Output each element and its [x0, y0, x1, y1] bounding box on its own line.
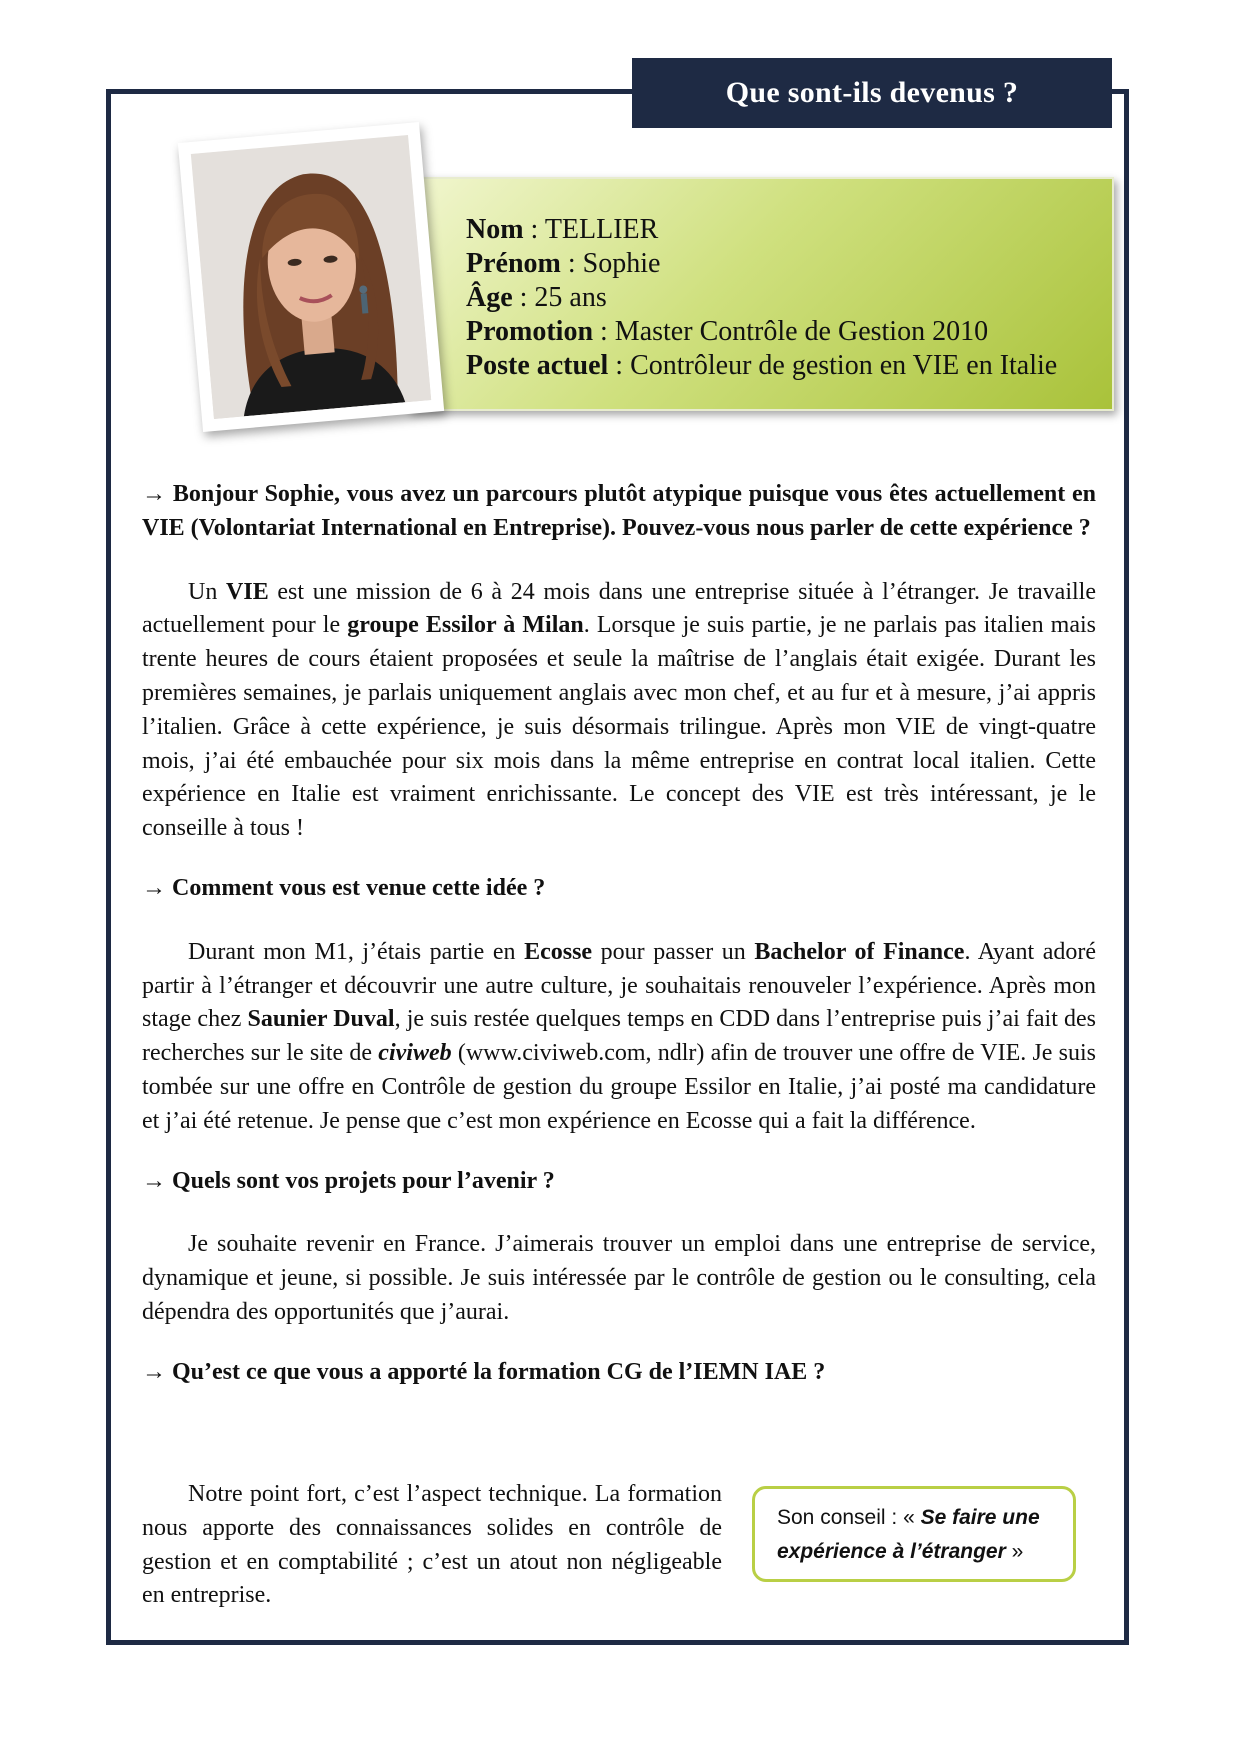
question-2-text: Comment vous est venue cette idée ?: [172, 874, 546, 901]
answer-2-bold: Bachelor of Finance: [754, 938, 965, 965]
profile-photo-frame: [178, 122, 444, 432]
section-banner: [632, 58, 1112, 128]
info-nom-value: : TELLIER: [523, 214, 659, 245]
answer-3: Je souhaite revenir en France. J’aimerais trouver un emploi dans une entreprise de service, dynamique et jeune, si possible. Je suis intéressée par le contrôle de gestion ou le consulting, cela dépendra des opportunités que j’aurai.: [142, 1231, 1096, 1325]
arrow-icon: →: [142, 1167, 166, 1194]
info-poste: [466, 349, 1057, 383]
info-promotion-value: : Master Contrôle de Gestion 2010: [593, 316, 989, 347]
answer-2-text: pour passer un: [592, 938, 755, 965]
question-1: [142, 478, 1096, 546]
answer-1-text: . Lorsque je suis partie, je ne parlais pas italien mais trente heures de cours étaient proposées et seule la maîtrise de l’anglais était exigée. Durant les premières semaines, je parlais uniquement anglais avec mon chef, et au fur et à mesure, j’ai appris l’italien. Grâce à cette expérience, je suis désormais trilingue. Après mon VIE de vingt-quatre mois, j’ai été embauchée pour six mois dans la même entreprise en contrat local italien. Cette expérience en Italie est vraiment enrichissante. Le concept des VIE est très intéressant, je le conseille à tous !: [142, 612, 1097, 842]
answer-2-text: , je suis restée quelques temps en CDD dans l’entreprise puis j’ai fait des recherches sur le site de: [142, 1006, 1096, 1067]
info-poste-label: Poste actuel: [466, 350, 609, 381]
info-prenom: [466, 247, 1057, 281]
arrow-icon: →: [142, 1358, 166, 1385]
question-3-text: Quels sont vos projets pour l’avenir ?: [172, 1167, 555, 1194]
question-3: [142, 1165, 1096, 1199]
answer-2-bold-italic: civiweb: [378, 1040, 452, 1067]
advice-box: [752, 1486, 1076, 1582]
advice-close: »: [1005, 1540, 1024, 1563]
portrait-image: [191, 135, 431, 419]
arrow-icon: →: [142, 481, 166, 507]
arrow-icon: →: [142, 874, 166, 901]
profile-info-box: [408, 177, 1114, 411]
advice-quote: Se faire une expérience à l’étranger: [777, 1506, 1040, 1563]
info-poste-value: : Contrôleur de gestion en VIE en Italie: [608, 350, 1058, 381]
info-age-value: : 25 ans: [512, 282, 607, 313]
answer-2-text: (www.civiweb.com, ndlr) afin de trouver une offre de VIE. Je suis tombée sur une offre en Contrôle de gestion du groupe Essilor en Italie, j’ai posté ma candidature et j’ai été retenue. Je pense que c’est mon expérience en Ecosse qui a fait la différence.: [142, 1040, 1096, 1134]
question-4: [142, 1356, 1096, 1390]
answer-1-text: est une mission de 6 à 24 mois dans une entreprise située à l’étranger. Je travaille actuellement pour le: [142, 578, 1096, 639]
info-nom-label: Nom: [466, 214, 524, 245]
profile-info-lines: [466, 213, 1057, 383]
banner-title: Que sont-ils devenus ?: [725, 76, 1019, 109]
answer-1-bold: VIE: [226, 578, 269, 605]
question-1-text: Bonjour Sophie, vous avez un parcours plutôt atypique puisque vous êtes actuellement en VIE (Volontariat International en Entreprise). Pouvez-vous nous parler de cette expérience ?: [142, 481, 1097, 541]
question-4-text: Qu’est ce que vous a apporté la formation CG de l’IEMN IAE ?: [172, 1358, 826, 1385]
answer-1-bold: groupe Essilor à Milan: [347, 612, 584, 639]
answer-2-text: . Ayant adoré partir à l’étranger et découvrir une autre culture, je souhaitais renouveler l’expérience. Après mon stage chez: [142, 938, 1097, 1033]
answer-2-bold: Ecosse: [524, 938, 593, 965]
info-prenom-value: : Sophie: [560, 248, 661, 279]
info-nom: [466, 213, 1057, 247]
answer-2-text: Durant mon M1, j’étais partie en: [188, 938, 525, 965]
info-age: [466, 281, 1057, 315]
answer-2-bold: Saunier Duval: [247, 1006, 395, 1033]
profile-photo: [191, 135, 431, 419]
advice-label: Son conseil : «: [777, 1506, 921, 1529]
info-age-label: Âge: [466, 282, 513, 313]
answer-1: [142, 576, 1096, 846]
answer-1-text: Un: [188, 578, 227, 605]
info-promotion: [466, 315, 1057, 349]
answer-4: Notre point fort, c’est l’aspect technique. La formation nous apporte des connaissances solides en contrôle de gestion et en comptabilité ; c’est un atout non négligeable en entreprise.: [142, 1481, 722, 1609]
info-promotion-label: Promotion: [466, 316, 594, 347]
interview-content: [142, 478, 1096, 1390]
answer-2: [142, 936, 1096, 1139]
question-2: [142, 872, 1096, 906]
info-prenom-label: Prénom: [466, 248, 561, 279]
